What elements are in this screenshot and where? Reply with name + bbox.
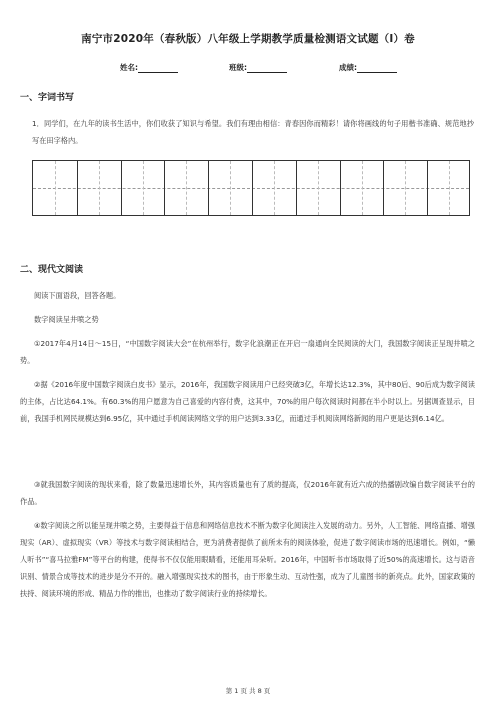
class-field [229, 62, 287, 73]
reading-paragraph-1: ①2017年4月14日～15日，“中国数字阅读大会”在杭州举行，数字化浪潮正在开启一扇通向全民阅读的大门，我国数字阅读正呈现井喷之势。 [20, 339, 475, 365]
reading-intro: 阅读下面语段，回答各题。 [34, 291, 121, 300]
reading-subtitle: 数字阅读呈井喷之势 [34, 315, 99, 324]
reading-paragraph-2: ②据《2016年度中国数字阅读白皮书》显示，2016年，我国数字阅读用户已经突破3亿，年增长达12.3%，其中80后、90后成为数字阅读的主体，占比达64.1%。有60.3%的用户愿意为自己喜爱的内容付费，这其中，70%的用户每次阅读时间都在半小时以上。另据调查显示，目前，我国手机网民规模达到6.95亿，其中通过手机阅读网络文学的用户达到3.33亿，而通过手机阅读网络新闻的用户更是达到6.14亿。 [20, 380, 475, 423]
score-field [339, 62, 397, 73]
grid-cell-guide [318, 161, 319, 215]
grid-cell-guide [449, 161, 450, 215]
score-label: 成绩: [339, 63, 357, 72]
grid-cell-divider [77, 161, 78, 215]
grid-cell-divider [427, 161, 428, 215]
page-title: 南宁市2020年（春秋版）八年级上学期教学质量检测语文试题（I）卷 [81, 33, 415, 45]
reading-paragraph-3: ③就我国数字阅读的现状来看，除了数量迅速增长外，其内容质量也有了质的提高，仅2016年就有近六成的热播剧改编自数字阅读平台的作品。 [20, 480, 475, 506]
grid-cell-guide [274, 161, 275, 215]
grid-cell-guide [99, 161, 100, 215]
grid-cell-divider [252, 161, 253, 215]
page-footer: 第 1 页 共 8 页 [225, 687, 271, 695]
name-field [120, 62, 178, 73]
grid-cell-guide [405, 161, 406, 215]
question-1: 1．同学们，在九年的读书生活中，你们收获了知识与希望。我们有理由相信：青春因你而精彩！请你将画线的句子用楷书准确、规范地抄写在田字格内。 [32, 119, 474, 145]
grid-cell-divider [208, 161, 209, 215]
grid-cell-divider [383, 161, 384, 215]
class-label: 班级: [229, 63, 247, 72]
name-label: 姓名: [120, 63, 138, 72]
grid-cell-divider [340, 161, 341, 215]
grid-cell-guide [186, 161, 187, 215]
writing-grid[interactable] [32, 160, 470, 216]
name-blank[interactable] [138, 64, 178, 73]
grid-cell-guide [143, 161, 144, 215]
grid-cell-divider [296, 161, 297, 215]
grid-cell-guide [230, 161, 231, 215]
grid-cell-guide [55, 161, 56, 215]
section-heading-1: 一、字词书写 [20, 93, 75, 103]
reading-paragraph-4: ④数字阅读之所以能呈现井喷之势，主要得益于信息和网络信息技术不断为数字化阅读注入发展的动力。另外，人工智能、网络直播、增强现实（AR）、虚拟现实（VR）等技术与数字阅读相结合，更为消费者提供了前所未有的阅读体验，促进了数字阅读市场的迅速增长。例如，“懒人听书”“喜马拉雅FM”等平台的构建，使得书不仅仅能用眼睛看，还能用耳朵听。2016年，中国听书市场取得了近50%的高速增长。这与语音识别、情景合成等技术的进步是分不开的。融入增强现实技术的图书，由于形象生动、互动性强，成为了儿童图书的新亮点。此外，国家政策的扶持、阅读环境的形成、精品力作的推出，也推动了数字阅读行业的持续增长。 [20, 521, 475, 598]
grid-cell-guide [362, 161, 363, 215]
grid-cell-divider [121, 161, 122, 215]
class-blank[interactable] [247, 64, 287, 73]
section-heading-2: 二、现代文阅读 [20, 265, 84, 275]
grid-cell-divider [164, 161, 165, 215]
score-blank[interactable] [357, 64, 397, 73]
